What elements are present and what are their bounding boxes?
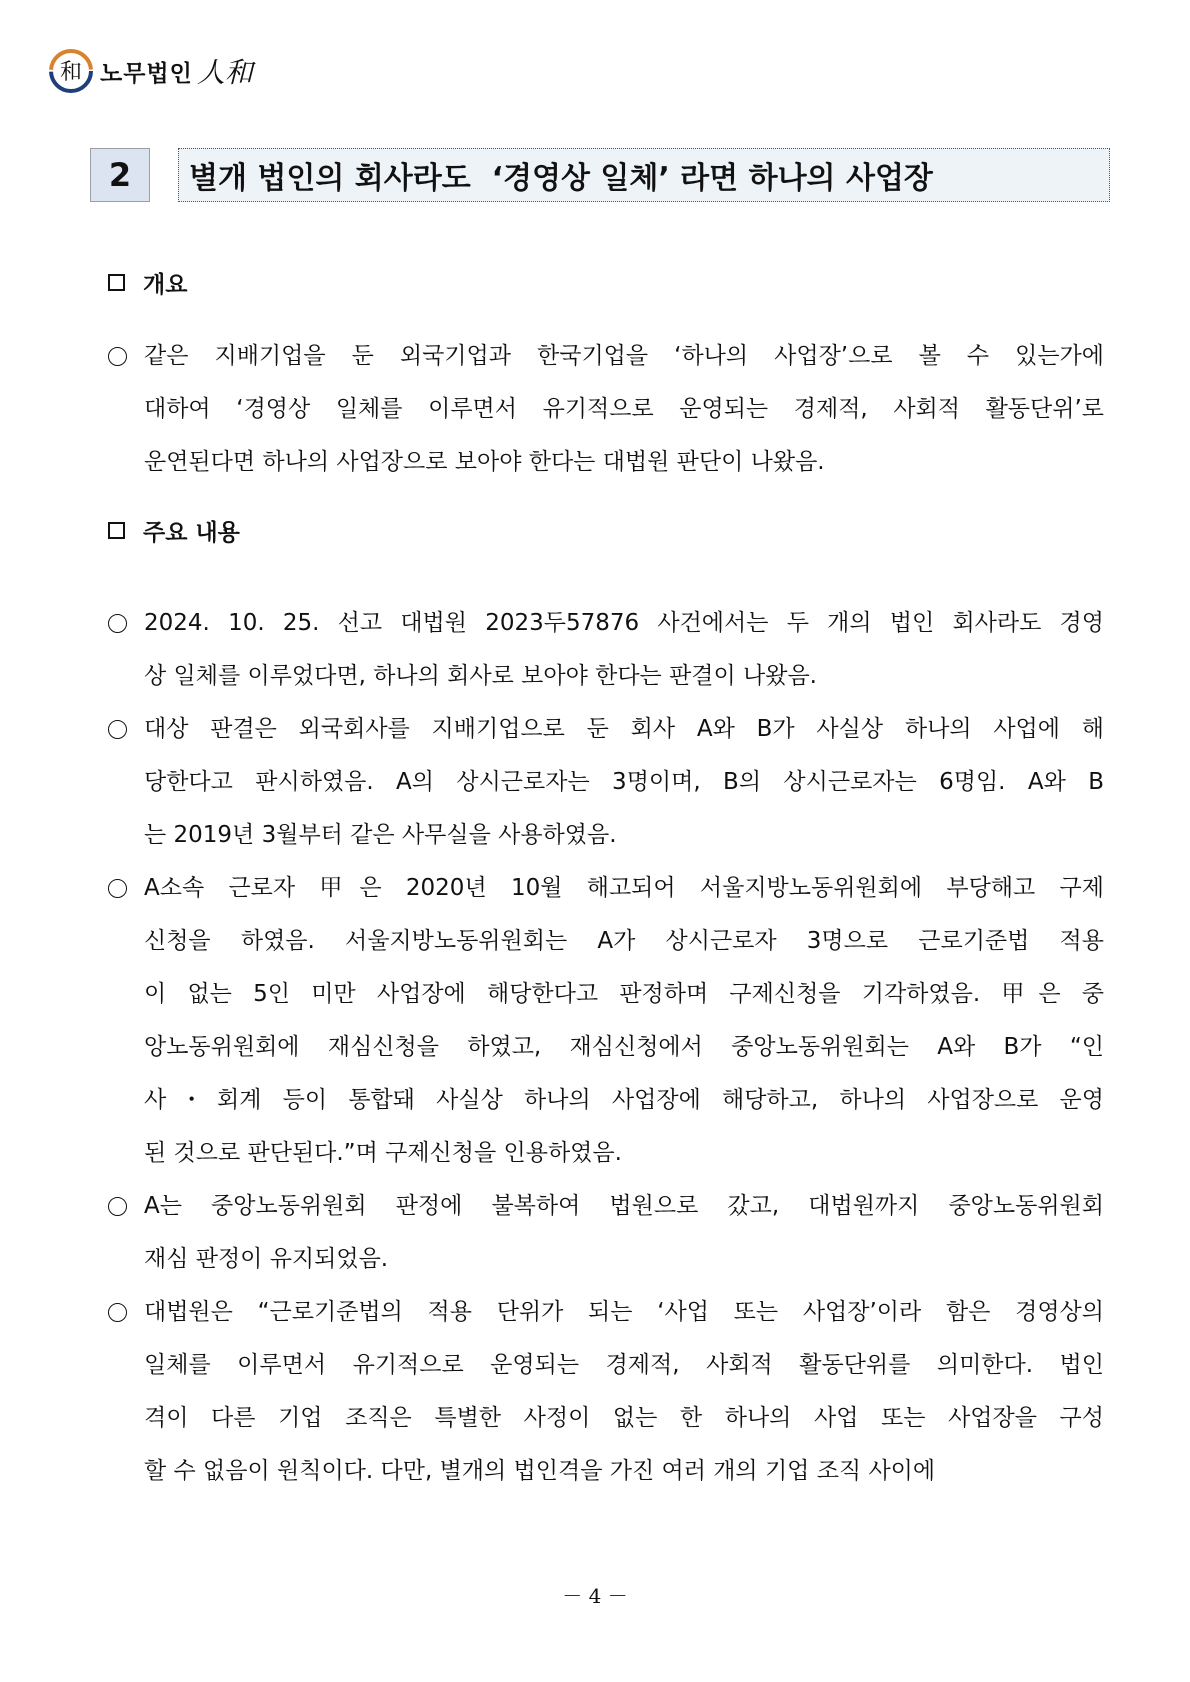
bullet-line: 할 수 없음이 원칙이다. 다만, 별개의 법인격을 가진 여러 개의 기업 조직 사이에 (144, 1458, 936, 1484)
bullet-line: A소속 근로자 甲은 2020년 10월 해고되어 서울지방노동위원회에 부당해고 구제 (144, 875, 1104, 901)
logo-text: 노무법인 (100, 60, 193, 87)
checkbox-square-icon (108, 522, 125, 539)
bullet-item (108, 709, 1104, 868)
overview-heading (108, 266, 187, 299)
bullet-item (108, 1292, 1104, 1504)
bullet-line: 사・회계 등이 통합돼 사실상 하나의 사업장에 해당하고, 하나의 사업장으로 운영 (144, 1087, 1104, 1113)
checkbox-square-icon (108, 274, 125, 291)
bullet-line: 는 2019년 3월부터 같은 사무실을 사용하였음. (144, 822, 617, 848)
logo-emblem-icon (48, 48, 94, 94)
bullet-item (108, 603, 1104, 709)
bullet-line: 당한다고 판시하였음. A의 상시근로자는 3명이며, B의 상시근로자는 6명임. A와 B (144, 769, 1104, 795)
bullet-line: 대상 판결은 외국회사를 지배기업으로 둔 회사 A와 B가 사실상 하나의 사업에 해 (144, 716, 1104, 742)
bullet-item (108, 868, 1104, 1186)
overview-heading-label: 개요 (143, 272, 188, 298)
logo-hanja: 人和 (196, 56, 253, 89)
circle-bullet-icon (108, 1303, 127, 1322)
bullet-line: 대법원은 “근로기준법의 적용 단위가 되는 ‘사업 또는 사업장’이라 함은 경영상의 (144, 1299, 1104, 1325)
circle-bullet-icon (108, 347, 127, 366)
bullet-line: 재심 판정이 유지되었음. (144, 1246, 389, 1272)
bullet-line: 격이 다른 기업 조직은 특별한 사정이 없는 한 하나의 사업 또는 사업장을 구성 (144, 1405, 1104, 1431)
bullet-line: 이 없는 5인 미만 사업장에 해당한다고 판정하며 구제신청을 기각하였음. 甲은 중 (144, 981, 1104, 1007)
bullet-item (108, 1186, 1104, 1292)
bullet-line: 운연된다면 하나의 사업장으로 보아야 한다는 대법원 판단이 나왔음. (144, 449, 825, 475)
section-title: 별개 법인의 회사라도 ‘경영상 일체’ 라면 하나의 사업장 (178, 148, 1110, 202)
circle-bullet-icon (108, 1197, 127, 1216)
circle-bullet-icon (108, 614, 127, 633)
bullet-line: 상 일체를 이루었다면, 하나의 회사로 보아야 한다는 판결이 나왔음. (144, 663, 817, 689)
bullet-line: 2024. 10. 25. 선고 대법원 2023두57876 사건에서는 두 개의 법인 회사라도 경영 (144, 610, 1104, 636)
bullet-line: 된 것으로 판단된다.”며 구제신청을 인용하였음. (144, 1140, 622, 1166)
bullet-line: A는 중앙노동위원회 판정에 불복하여 법원으로 갔고, 대법원까지 중앙노동위원회 (144, 1193, 1104, 1219)
company-logo (48, 48, 253, 94)
logo-mark-text: 和 (59, 60, 83, 85)
bullet-line: 신청을 하였음. 서울지방노동위원회는 A가 상시근로자 3명으로 근로기준법 적용 (144, 928, 1104, 954)
section-number: 2 (90, 148, 150, 202)
bullet-item (108, 336, 1104, 495)
circle-bullet-icon (108, 720, 127, 739)
bullet-line: 같은 지배기업을 둔 외국기업과 한국기업을 ‘하나의 사업장’으로 볼 수 있는가에 (144, 343, 1104, 369)
circle-bullet-icon (108, 879, 127, 898)
main-heading (108, 514, 240, 547)
bullet-line: 일체를 이루면서 유기적으로 운영되는 경제적, 사회적 활동단위를 의미한다. 법인 (144, 1352, 1104, 1378)
main-heading-label: 주요 내용 (143, 520, 240, 546)
bullet-line: 앙노동위원회에 재심신청을 하였고, 재심신청에서 중앙노동위원회는 A와 B가 “인 (144, 1034, 1104, 1060)
page-number: － 4 － (562, 1584, 628, 1608)
bullet-line: 대하여 ‘경영상 일체를 이루면서 유기적으로 운영되는 경제적, 사회적 활동단위’로 (144, 396, 1104, 422)
